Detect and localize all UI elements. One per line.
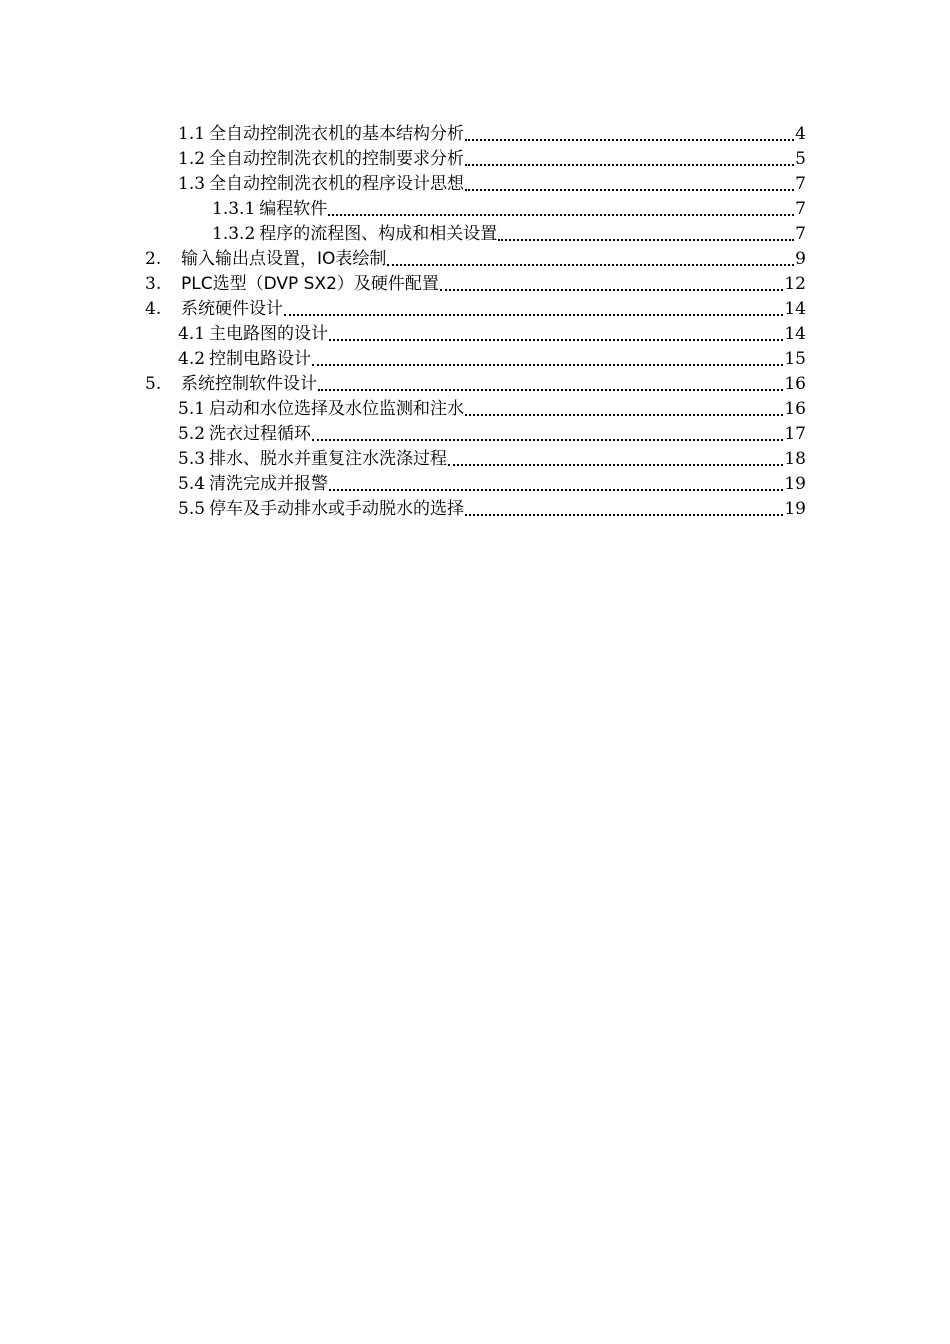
toc-entry-number: 1.3.2 bbox=[212, 224, 256, 244]
dot-leader bbox=[440, 289, 783, 291]
toc-entry-title: 全自动控制洗衣机的基本结构分析 bbox=[209, 124, 465, 144]
dot-leader bbox=[465, 189, 794, 191]
toc-entry-number: 4.2 bbox=[178, 349, 206, 369]
toc-entry-title: 程序的流程图、构成和相关设置 bbox=[259, 224, 498, 244]
toc-entry-number: 4. bbox=[145, 299, 162, 319]
dot-leader bbox=[328, 214, 794, 216]
dot-leader bbox=[465, 164, 794, 166]
toc-entry[interactable] bbox=[178, 422, 806, 447]
toc-entry[interactable] bbox=[178, 322, 806, 347]
toc-entry-title: 输入输出点设置，IO表绘制 bbox=[181, 249, 387, 269]
toc-entry[interactable] bbox=[145, 272, 806, 297]
dot-leader bbox=[498, 239, 794, 241]
toc-entry-page: 12 bbox=[784, 274, 806, 294]
toc-entry-number: 3. bbox=[145, 274, 162, 294]
toc-entry-page: 16 bbox=[784, 399, 806, 419]
toc-entry[interactable] bbox=[145, 247, 806, 272]
toc-entry-page: 9 bbox=[795, 249, 806, 269]
toc-entry-number: 5. bbox=[145, 374, 162, 394]
toc-entry[interactable] bbox=[212, 197, 806, 222]
toc-entry-title: PLC选型（DVP SX2）及硬件配置 bbox=[181, 274, 439, 294]
toc-entry-title: 洗衣过程循环 bbox=[209, 424, 312, 444]
dot-leader bbox=[465, 514, 783, 516]
toc-entry[interactable] bbox=[178, 122, 806, 147]
toc-entry-title: 启动和水位选择及水位监测和注水 bbox=[209, 399, 465, 419]
toc-entry-title: 清洗完成并报警 bbox=[209, 474, 329, 494]
toc-entry-number: 5.1 bbox=[178, 399, 206, 419]
toc-entry-number: 5.2 bbox=[178, 424, 206, 444]
toc-entry-title: 停车及手动排水或手动脱水的选择 bbox=[209, 499, 465, 519]
toc-entry-number: 5.3 bbox=[178, 449, 206, 469]
toc-entry-page: 19 bbox=[784, 474, 806, 494]
toc-entry-page: 15 bbox=[784, 349, 806, 369]
dot-leader bbox=[312, 364, 783, 366]
toc-entry-title: 主电路图的设计 bbox=[209, 324, 329, 344]
dot-leader bbox=[465, 414, 783, 416]
toc-entry-page: 19 bbox=[784, 499, 806, 519]
toc-entry-title: 编程软件 bbox=[259, 199, 328, 219]
toc-entry-page: 5 bbox=[795, 149, 806, 169]
dot-leader bbox=[465, 139, 794, 141]
toc-entry[interactable] bbox=[178, 172, 806, 197]
toc-entry[interactable] bbox=[178, 497, 806, 522]
toc-entry-page: 18 bbox=[784, 449, 806, 469]
toc-entry-number: 1.2 bbox=[178, 149, 206, 169]
toc-entry[interactable] bbox=[178, 347, 806, 372]
toc-entry-page: 7 bbox=[795, 224, 806, 244]
toc-entry-title: 全自动控制洗衣机的控制要求分析 bbox=[209, 149, 465, 169]
toc-entry[interactable] bbox=[178, 447, 806, 472]
toc-entry-page: 14 bbox=[784, 299, 806, 319]
dot-leader bbox=[387, 264, 794, 266]
dot-leader bbox=[329, 339, 783, 341]
dot-leader bbox=[448, 464, 783, 466]
toc-entry-title: 控制电路设计 bbox=[209, 349, 312, 369]
dot-leader bbox=[329, 489, 783, 491]
toc-entry-number: 1.1 bbox=[178, 124, 206, 144]
toc-entry[interactable] bbox=[178, 147, 806, 172]
toc-entry-title: 系统控制软件设计 bbox=[181, 374, 317, 394]
toc-entry-number: 1.3 bbox=[178, 174, 206, 194]
toc-entry-number: 4.1 bbox=[178, 324, 206, 344]
toc-entry[interactable] bbox=[178, 472, 806, 497]
toc-entry[interactable] bbox=[145, 297, 806, 322]
toc-entry-page: 7 bbox=[795, 199, 806, 219]
dot-leader bbox=[312, 439, 783, 441]
toc-entry-page: 16 bbox=[784, 374, 806, 394]
dot-leader bbox=[284, 314, 783, 316]
toc-entry-page: 14 bbox=[784, 324, 806, 344]
toc-entry-page: 4 bbox=[795, 124, 806, 144]
toc-entry[interactable] bbox=[178, 397, 806, 422]
toc-entry-number: 5.5 bbox=[178, 499, 206, 519]
toc-entry-page: 17 bbox=[784, 424, 806, 444]
toc-entry-title: 排水、脱水并重复注水洗涤过程 bbox=[209, 449, 448, 469]
toc-entry-title: 全自动控制洗衣机的程序设计思想 bbox=[209, 174, 465, 194]
toc-entry-number: 5.4 bbox=[178, 474, 206, 494]
toc-entry-number: 1.3.1 bbox=[212, 199, 256, 219]
toc-entry-title: 系统硬件设计 bbox=[181, 299, 283, 319]
toc-entry[interactable] bbox=[145, 372, 806, 397]
toc-entry-number: 2. bbox=[145, 249, 162, 269]
toc-entry-page: 7 bbox=[795, 174, 806, 194]
dot-leader bbox=[318, 389, 783, 391]
toc-entry[interactable] bbox=[212, 222, 806, 247]
